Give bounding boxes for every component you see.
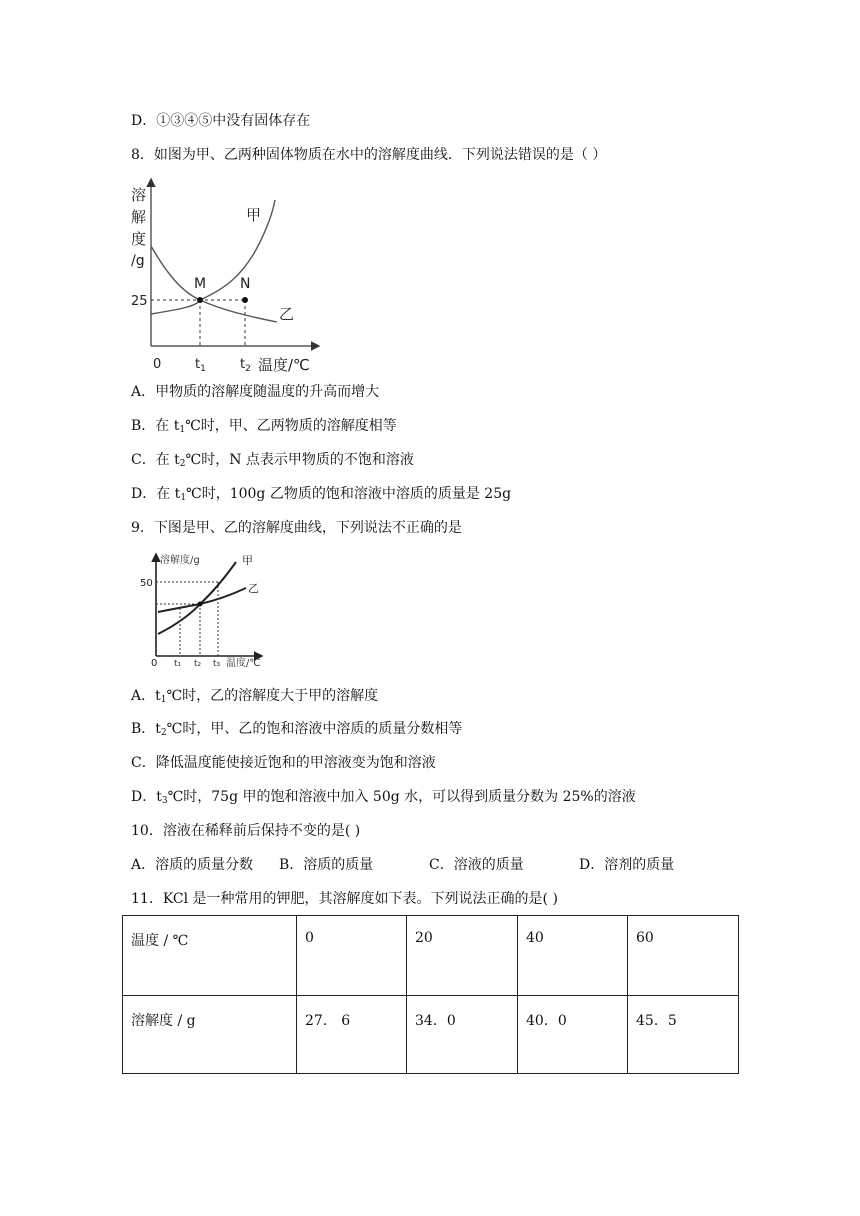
table-cell: 60 bbox=[628, 916, 739, 996]
q11-stem: 11．KCl 是一种常用的钾肥，其溶解度如下表。下列说法正确的是( ) bbox=[131, 891, 558, 907]
q8-point-n bbox=[242, 297, 248, 303]
q9-tick-t2: t₂ bbox=[194, 659, 202, 669]
q10-stem: 10．溶液在稀释前后保持不变的是( ) bbox=[131, 823, 361, 839]
q9-label-yi: 乙 bbox=[248, 582, 259, 595]
q9-tick-t1: t₁ bbox=[174, 659, 182, 669]
q8-ylabel-4: /g bbox=[131, 253, 145, 269]
q8-solubility-figure bbox=[122, 174, 332, 376]
q9-ylabel: 溶解度/g bbox=[160, 555, 200, 566]
q8-label-jia: 甲 bbox=[246, 206, 262, 224]
table-row bbox=[123, 916, 739, 996]
q8-ylabel-3: 度 bbox=[131, 230, 147, 248]
q9-xlabel: 温度/℃ bbox=[226, 658, 261, 669]
q10-option-c: C．溶液的质量 bbox=[429, 857, 524, 873]
q9-solubility-figure bbox=[138, 548, 270, 670]
q8-xlabel: 温度/℃ bbox=[258, 356, 310, 374]
q8-option-b: B．在 $t_1℃$时，甲、乙两物质的溶解度相等 bbox=[131, 418, 397, 435]
table-cell: 20 bbox=[407, 916, 518, 996]
q8-ylabel-2: 解 bbox=[131, 208, 147, 226]
q9-option-b: B．$t_2℃$时，甲、乙的饱和溶液中溶质的质量分数相等 bbox=[131, 721, 463, 738]
q9-stem: 9．下图是甲、乙的溶解度曲线，下列说法不正确的是 bbox=[131, 520, 462, 536]
q10-option-a: A．溶质的质量分数 bbox=[131, 857, 254, 873]
q9-tick-t3: t₃ bbox=[213, 659, 221, 669]
q8-option-c: C．在 $t_2℃$时，N 点表示甲物质的不饱和溶液 bbox=[131, 452, 414, 469]
table-cell: 40．0 bbox=[518, 996, 628, 1074]
q11-solubility-table bbox=[122, 915, 739, 1074]
q8-ylabel-1: 溶 bbox=[131, 186, 147, 204]
q10-options bbox=[131, 855, 674, 875]
table-cell: 温度 / ℃ bbox=[123, 916, 297, 996]
q8-tick-t1: $t_1$ bbox=[195, 357, 206, 374]
table-cell: 34．0 bbox=[407, 996, 518, 1074]
q8-option-d: D．在 $t_1℃$时，100g 乙物质的饱和溶液中溶质的质量是 25g bbox=[131, 486, 512, 503]
q9-option-a: A．$t_1℃$时，乙的溶解度大于甲的溶解度 bbox=[131, 688, 379, 705]
q9-curve-yi bbox=[158, 588, 246, 612]
q8-origin: 0 bbox=[153, 357, 162, 372]
q8-point-m bbox=[197, 297, 203, 303]
q9-y-tick-50: 50 bbox=[140, 578, 153, 589]
q10-option-b: B．溶质的质量 bbox=[279, 857, 374, 873]
q8-label-n: N bbox=[240, 276, 251, 292]
q8-option-a: A．甲物质的溶解度随温度的升高而增大 bbox=[131, 384, 380, 400]
q9-label-jia: 甲 bbox=[242, 554, 253, 567]
q8-y-tick-25: 25 bbox=[131, 294, 148, 309]
q9-origin: 0 bbox=[151, 658, 158, 669]
q8-stem: 8．如图为甲、乙两种固体物质在水中的溶解度曲线．下列说法错误的是（ ） bbox=[131, 147, 607, 163]
q9-option-c: C．降低温度能使接近饱和的甲溶液变为饱和溶液 bbox=[131, 755, 436, 771]
table-cell: 45．5 bbox=[628, 996, 739, 1074]
q8-label-m: M bbox=[194, 276, 207, 292]
table-cell: 溶解度 / g bbox=[123, 996, 297, 1074]
table-cell: 0 bbox=[297, 916, 407, 996]
q9-intersection-point bbox=[198, 602, 203, 607]
q10-option-d: D．溶剂的质量 bbox=[579, 857, 675, 873]
table-cell: 40 bbox=[518, 916, 628, 996]
q8-label-yi: 乙 bbox=[279, 305, 295, 323]
q7-option-d: D．①③④⑤中没有固体存在 bbox=[131, 113, 311, 129]
table-row bbox=[123, 996, 739, 1074]
q9-curve-jia bbox=[158, 562, 236, 634]
q9-option-d: D．$t_3℃$时，75g 甲的饱和溶液中加入 50g 水，可以得到质量分数为 25%的溶液 bbox=[131, 789, 636, 806]
q8-tick-t2: $t_2$ bbox=[240, 357, 251, 374]
table-cell: 27． 6 bbox=[297, 996, 407, 1074]
